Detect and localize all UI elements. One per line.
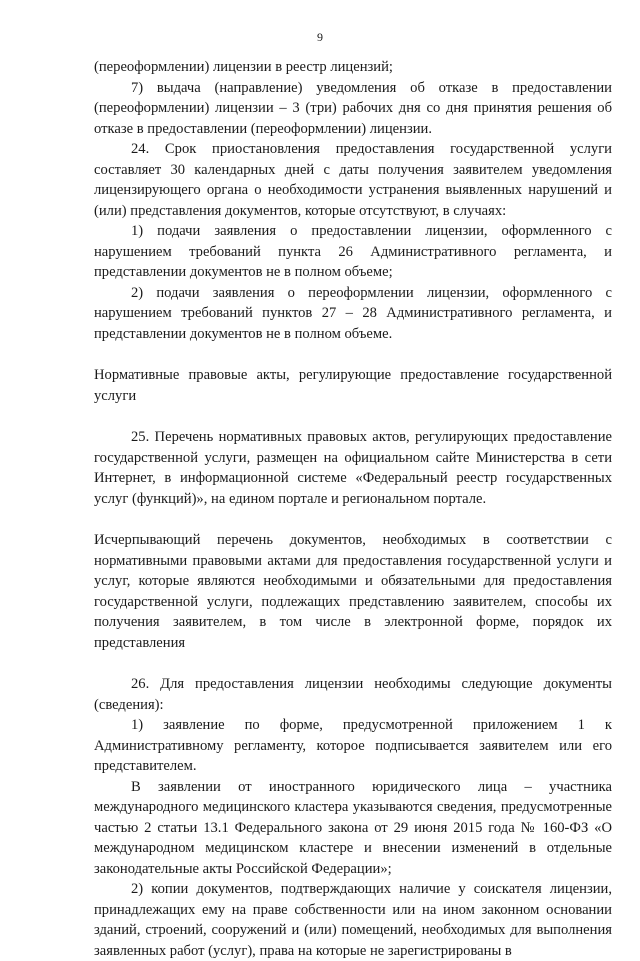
paragraph: (переоформлении) лицензии в реестр лицензий; xyxy=(94,59,393,75)
paragraph-gap xyxy=(94,653,612,674)
paragraph: 25. Перечень нормативных правовых актов, регулирующих предоставление государственной услуги, размещен на официальном сайте Министерства в сети Интернет, в информационной системе «Федеральный реестр государственных услуг (функций)», на едином портале и региональном портале. xyxy=(94,429,612,507)
paragraph-gap xyxy=(94,406,612,427)
section-heading: Нормативные правовые акты, регулирующие предоставление государственной услуги xyxy=(94,367,612,404)
paragraph: 7) выдача (направление) уведомления об отказе в предоставлении (переоформлении) лицензии – 3 (три) рабочих дня со дня принятия решения об отказе в предоставлении (переоформлении) лицензии. xyxy=(94,79,612,137)
paragraph: 2) копии документов, подтверждающих наличие у соискателя лицензии, принадлежащих ему на праве собственности или на ином законном основании зданий, строений, сооружений и (или) помещений, необходимых для выполнения заявленных работ (услуг), права на которые не зарегистрированы в xyxy=(94,881,612,959)
paragraph: 1) подачи заявления о предоставлении лицензии, оформленного с нарушением требований пункта 26 Административного регламента, и представлении документов не в полном объеме; xyxy=(94,223,612,280)
paragraph-gap xyxy=(94,509,612,530)
paragraph: 1) заявление по форме, предусмотренной приложением 1 к Административному регламенту, которое подписывается заявителем или его представителем. xyxy=(94,717,612,774)
paragraph: 26. Для предоставления лицензии необходимы следующие документы (сведения): xyxy=(94,676,612,713)
paragraph: В заявлении от иностранного юридического лица – участника международного медицинского кластера указываются сведения, предусмотренные частью 2 статьи 13.1 Федерального закона от 29 июня 2015 года № 160-ФЗ «О международном медицинском кластере и внесении изменений в отдельные законодательные акты Российской Федерации»; xyxy=(94,778,612,877)
page-number: 9 xyxy=(317,30,323,44)
paragraph: 2) подачи заявления о переоформлении лицензии, оформленного с нарушением требований пунктов 27 – 28 Административного регламента, и представлении документов не в полном объеме. xyxy=(94,284,612,342)
paragraph-gap xyxy=(94,344,612,365)
section-heading: Исчерпывающий перечень документов, необходимых в соответствии с нормативными правовыми актами для предоставления государственной услуги и услуг, которые являются необходимыми и обязательными для предоставления государственной услуги, подлежащих представлению заявителем, способы их получения заявителем, в том числе в электронной форме, порядок их представления xyxy=(94,532,612,651)
paragraph: 24. Срок приостановления предоставления государственной услуги составляет 30 календарных дней с даты получения заявителем уведомления лицензирующего органа о необходимости устранения выявленных нарушений и (или) представления документов, которые отсутствуют, в случаях: xyxy=(94,141,612,219)
document-body xyxy=(94,57,612,961)
